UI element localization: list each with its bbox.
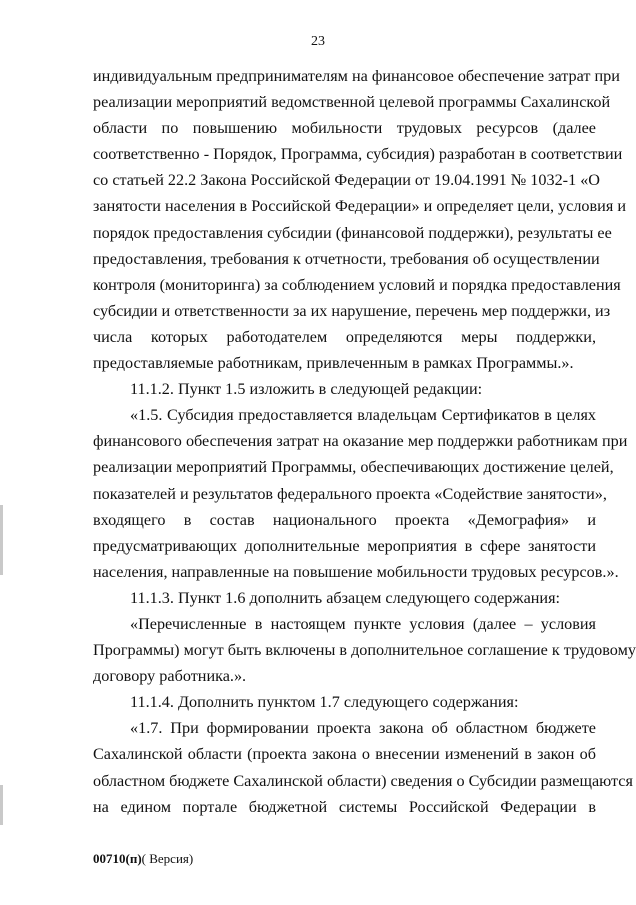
- text-line: порядок предоставления субсидии (финансовой поддержки), результаты ее: [93, 223, 612, 242]
- text-line: финансового обеспечения затрат на оказание мер поддержки работникам при: [93, 432, 628, 451]
- text-line: «Перечисленные в настоящем пункте условия (далее – условия: [130, 614, 596, 633]
- scan-edge-mark: [0, 785, 3, 825]
- text-line: входящего в состав национального проекта «Демография» и: [93, 510, 596, 529]
- text-line: реализации мероприятий ведомственной целевой программы Сахалинской: [93, 93, 611, 112]
- text-line: «1.7. При формировании проекта закона об областном бюджете: [130, 719, 596, 738]
- text-line: области по повышению мобильности трудовых ресурсов (далее: [93, 119, 596, 138]
- text-line: Программы) могут быть включены в дополнительное соглашение к трудовому: [93, 641, 636, 660]
- text-line: предоставления, требования к отчетности, требования об осуществлении: [93, 249, 600, 268]
- text-line: контроля (мониторинга) за соблюдением условий и порядка предоставления: [93, 275, 621, 294]
- document-code-version: ( Версия): [141, 851, 194, 866]
- document-code-number: 00710(п): [93, 851, 142, 866]
- text-line: «1.5. Субсидия предоставляется владельцам Сертификатов в целях: [130, 406, 596, 425]
- text-line: 11.1.2. Пункт 1.5 изложить в следующей редакции:: [130, 380, 483, 399]
- text-line: предусматривающих дополнительные мероприятия в сфере занятости: [93, 536, 596, 555]
- text-line: предоставляемые работникам, привлеченным в рамках Программы.».: [93, 354, 574, 373]
- text-line: на едином портале бюджетной системы Российской Федерации в: [93, 797, 596, 816]
- text-line: соответственно - Порядок, Программа, субсидия) разработан в соответствии: [93, 145, 623, 164]
- text-line: Сахалинской области (проекта закона о внесении изменений в закон об: [93, 745, 596, 764]
- document-code: [93, 851, 193, 867]
- text-line: населения, направленные на повышение мобильности трудовых ресурсов.».: [93, 562, 619, 581]
- document-body: [93, 63, 636, 820]
- text-line: договору работника.».: [93, 667, 247, 686]
- text-line: реализации мероприятий Программы, обеспечивающих достижение целей,: [93, 458, 614, 477]
- scan-edge-mark: [0, 505, 3, 575]
- page-number: 23: [311, 34, 325, 49]
- text-line: 11.1.4. Дополнить пунктом 1.7 следующего содержания:: [130, 693, 519, 712]
- text-line: числа которых работодателем определяются меры поддержки,: [93, 327, 596, 346]
- text-line: 11.1.3. Пункт 1.6 дополнить абзацем следующего содержания:: [130, 588, 561, 607]
- text-line: областном бюджете Сахалинской области) сведения о Субсидии размещаются: [93, 771, 633, 790]
- text-line: индивидуальным предпринимателям на финансовое обеспечение затрат при: [93, 67, 620, 85]
- text-line: показателей и результатов федерального проекта «Содействие занятости»,: [93, 484, 607, 503]
- text-line: со статьей 22.2 Закона Российской Федерации от 19.04.1991 № 1032-1 «О: [93, 171, 600, 190]
- text-line: субсидии и ответственности за их нарушение, перечень мер поддержки, из: [93, 301, 611, 320]
- text-line: занятости населения в Российской Федерации» и определяет цели, условия и: [93, 197, 626, 216]
